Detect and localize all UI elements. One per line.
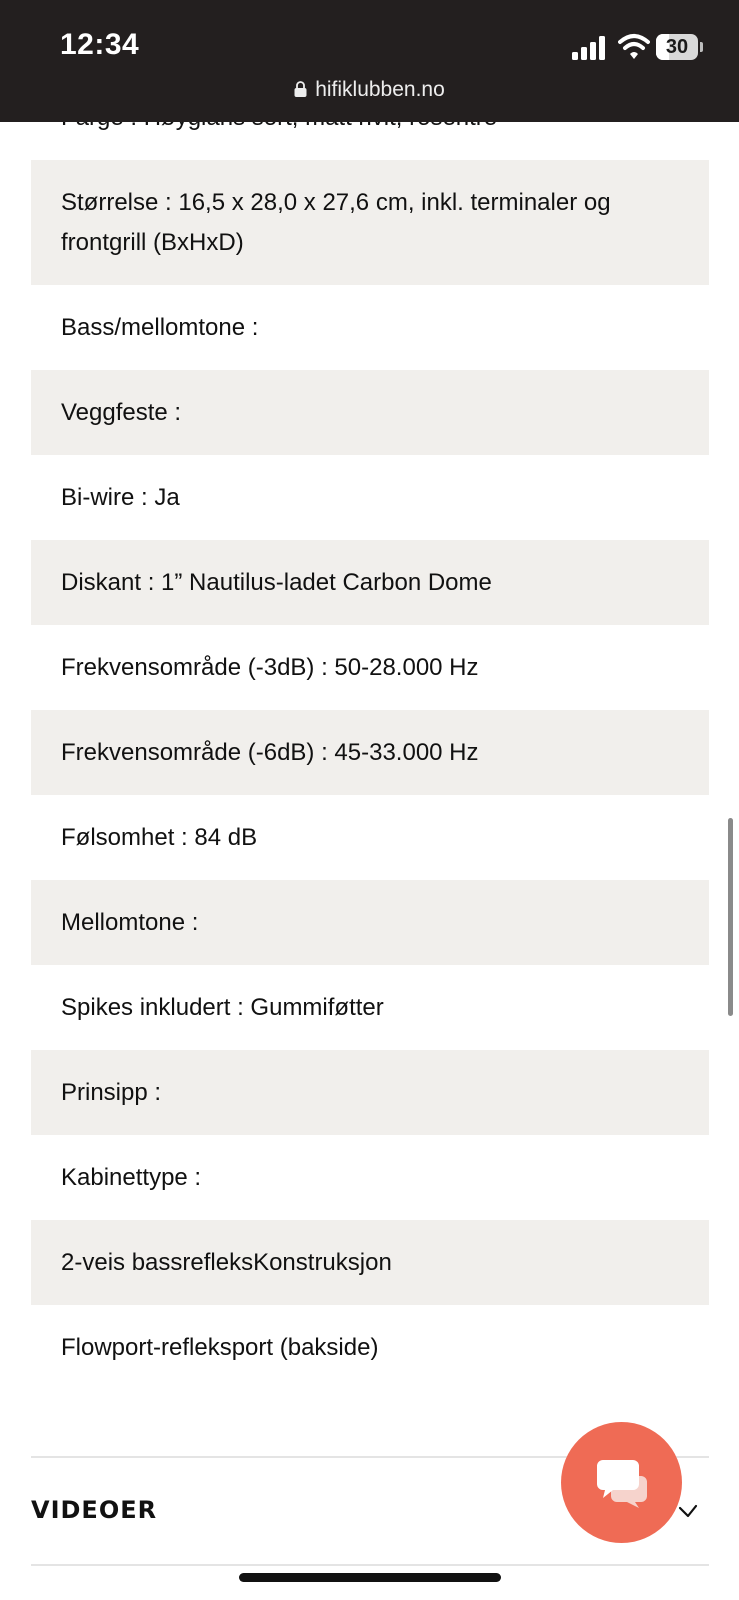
spec-row-text: Frekvensområde (-3dB) : 50-28.000 Hz	[61, 653, 479, 681]
videos-title: VIDEOER	[31, 1496, 158, 1524]
status-bar	[0, 0, 739, 122]
signal-icon	[572, 36, 608, 60]
divider	[31, 1564, 709, 1566]
spec-row-text: Veggfeste :	[61, 398, 182, 426]
spec-row	[31, 370, 709, 455]
spec-row-text: Prinsipp :	[61, 1078, 162, 1106]
spec-row-text: Følsomhet : 84 dB	[61, 823, 258, 851]
spec-row	[31, 965, 709, 1050]
spec-row-text: 2-veis bassrefleksKonstruksjon	[61, 1248, 392, 1276]
spec-row	[31, 625, 709, 710]
spec-row-text: Kabinettype :	[61, 1163, 202, 1191]
spec-row-text: Diskant : 1” Nautilus-ladet Carbon Dome	[61, 568, 492, 596]
chat-button[interactable]	[561, 1422, 682, 1543]
spec-row-text: Mellomtone :	[61, 908, 199, 936]
spec-row-text: Bass/mellomtone :	[61, 313, 259, 341]
spec-list	[31, 160, 709, 1390]
spec-row	[31, 880, 709, 965]
status-time: 12:34	[60, 28, 140, 61]
spec-row	[31, 160, 709, 285]
spec-row	[31, 1305, 709, 1390]
spec-row-text: Bi-wire : Ja	[61, 483, 180, 511]
spec-row	[31, 540, 709, 625]
battery-icon	[656, 34, 704, 60]
spec-row	[31, 1050, 709, 1135]
lock-icon	[294, 81, 307, 97]
spec-row-text: Størrelse : 16,5 x 28,0 x 27,6 cm, inkl. terminaler og frontgrill (BxHxD)	[61, 188, 611, 256]
battery-body	[656, 34, 698, 60]
battery-percent: 30	[665, 36, 689, 58]
spec-row	[31, 710, 709, 795]
scroll-indicator[interactable]	[728, 818, 733, 1016]
spec-row	[31, 285, 709, 370]
url-bar[interactable]	[0, 78, 739, 102]
spec-row	[31, 1135, 709, 1220]
wifi-icon	[618, 32, 650, 60]
spec-row	[31, 1220, 709, 1305]
spec-row-text: Frekvensområde (-6dB) : 45-33.000 Hz	[61, 738, 479, 766]
spec-row-text: Spikes inkludert : Gummiføtter	[61, 993, 384, 1021]
spec-row	[31, 455, 709, 540]
spec-row-text: Flowport-refleksport (bakside)	[61, 1333, 379, 1361]
spec-row	[31, 795, 709, 880]
url-text: hifiklubben.no	[315, 78, 445, 101]
chat-bubbles-icon	[595, 1458, 649, 1508]
chevron-down-icon[interactable]	[677, 1500, 699, 1522]
battery-tip	[700, 42, 703, 52]
home-indicator[interactable]	[239, 1573, 501, 1582]
